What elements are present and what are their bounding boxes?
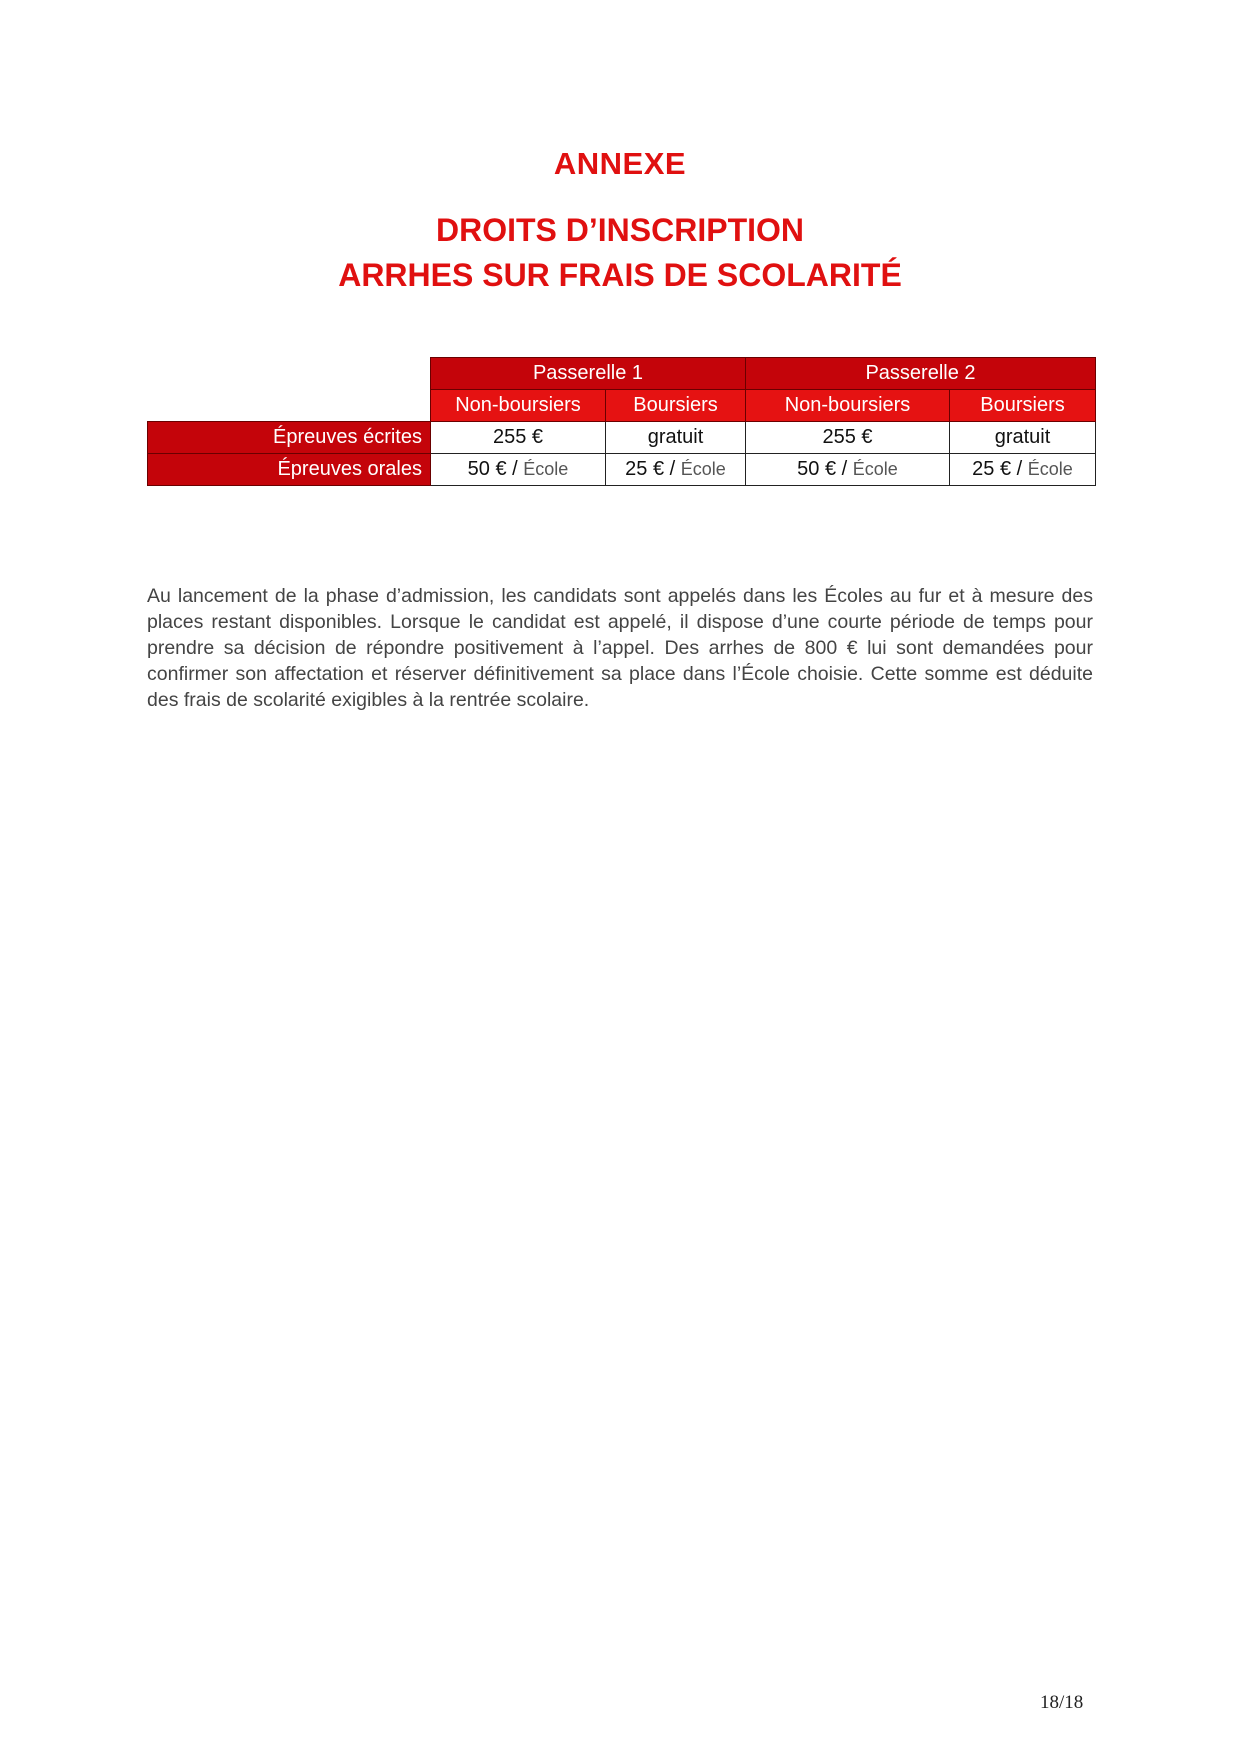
table-row	[148, 454, 1096, 486]
subheader-cell: Boursiers	[950, 390, 1096, 422]
row-label: Épreuves orales	[148, 454, 431, 486]
subheader-cell: Non-boursiers	[431, 390, 606, 422]
page-title: ANNEXE	[553, 146, 687, 181]
table-cell: gratuit	[606, 422, 746, 454]
subtitle-line-1: DROITS D’INSCRIPTION	[435, 212, 804, 248]
table-cell: 255 €	[746, 422, 950, 454]
table-cell: 255 €	[431, 422, 606, 454]
table-row	[148, 422, 1096, 454]
fees-table	[147, 357, 1096, 486]
table-cell: 50 € / École	[746, 454, 950, 486]
subheader-cell: Non-boursiers	[746, 390, 950, 422]
page-subtitle	[0, 208, 1240, 298]
row-label: Épreuves écrites	[148, 422, 431, 454]
table-subheader-row	[148, 390, 1096, 422]
subheader-cell: Boursiers	[606, 390, 746, 422]
table-cell: 50 € / École	[431, 454, 606, 486]
subtitle-line-2: ARRHES SUR FRAIS DE SCOLARITÉ	[338, 257, 902, 293]
page-number: 18/18	[1040, 1692, 1084, 1713]
table-cell: 25 € / École	[606, 454, 746, 486]
header-group-passerelle-1: Passerelle 1	[431, 358, 746, 390]
table-cell: gratuit	[950, 422, 1096, 454]
header-group-passerelle-2: Passerelle 2	[746, 358, 1096, 390]
body-paragraph: Au lancement de la phase d’admission, les candidats sont appelés dans les Écoles au fur et à mesure des places restant disponibles. Lorsque le candidat est appelé, il dispose d’une courte période de temps pour prendre sa décision de répondre positivement à l’appel. Des arrhes de 800 € lui sont demandées pour confirmer son affectation et réserver définitivement sa place dans l’École choisie. Cette somme est déduite des frais de scolarité exigibles à la rentrée scolaire.	[147, 584, 1093, 711]
table-cell: 25 € / École	[950, 454, 1096, 486]
table-header-row	[148, 358, 1096, 390]
